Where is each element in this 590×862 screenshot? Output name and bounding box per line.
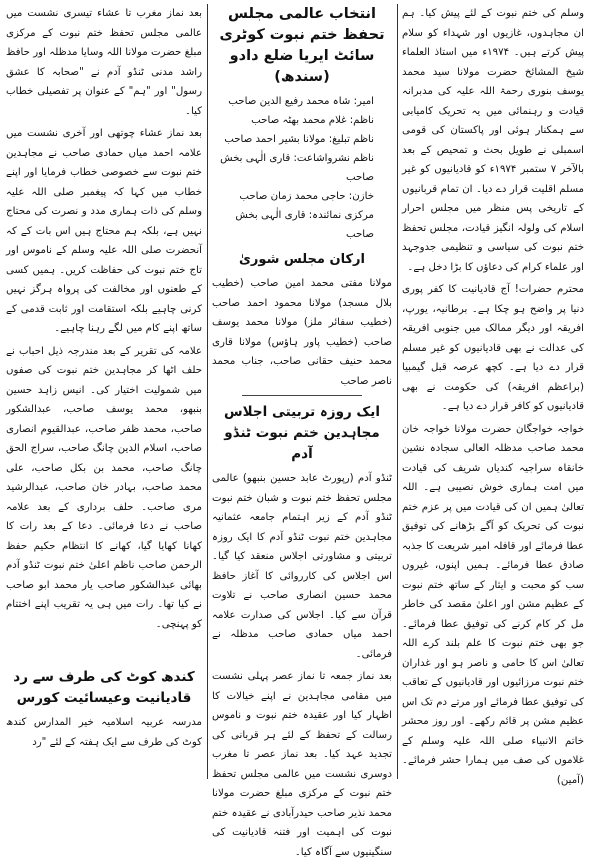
section-separator (242, 395, 362, 396)
right-column (402, 4, 584, 786)
shura-members: مولانا مفتی محمد امین صاحب (خطیب بلال مسجد) مولانا محمود احمد صاحب (خطیب سفائر ملز) مولانا محمد یوسف صاحب (خطیب پاور ہاؤس) مولانا قاری محمد حنیف حقانی صاحب، جناب محمد ناصر صاحب (212, 278, 392, 387)
officers-list (212, 92, 392, 244)
election-heading: انتخاب عالمی مجلس تحفظ ختم نبوت کوٹری سائٹ ایریا ضلع دادو (سندھ) (219, 6, 385, 85)
article-paragraph: خواجہ خواجگان حضرت مولانا خواجہ خان محمد صاحب مدظلہ العالی سجادہ نشین خانقاہ سراجیہ کندیاں شریف کی قیادت میں امت ہماری خوش نصیبی ہے۔ اللہ تعالیٰ ہمیں ان کی قیادت میں پر عزم ختم نبوت کی تحریک کو آگے بڑھانے کی توفیق عطا فرمائے اور قافلہ امیر شریعت کا جذبہ صادق عطا فرمائے۔ ہمیں اپنوں، غیروں سب کو محبت و ایثار کے ساتھ ختم نبوت کے عظیم مشن اور اعلیٰ مقصد کی خاطر مل کر کام کرنے کی توفیق عطا فرمائے۔ جو بھی ختم نبوت کا علم بلند کرے اللہ تعالیٰ اس کا حامی و ناصر ہو اور غداران ختم نبوت مرزائیوں اور قادیانیوں کے تعاقب کی توفیق عطا فرمائے اور مرتے دم تک اس عظیم مشن پر قائم رکھے۔ اور روز محشر خاتم الانبیاء صلی اللہ علیہ وسلم کے غلاموں کی صف میں ہمارا حشر فرمائے۔ (آمین) (402, 423, 584, 786)
article-paragraph: علامہ کی تقریر کے بعد مندرجہ ذیل احباب نے حلف اٹھا کر مجاہدین ختم نبوت کی صفوں میں شمولیت اختیار کی۔ انیس زاہد حسین بنبھو، محمد یوسف صاحب، عبدالشکور صاحب، محمد ظفر صاحب، عبدالقیوم انصاری صاحب، اسلام الدین چانگ صاحب، سراج الحق چانگ صاحب، محمد بن بکل صاحب، علی محمد صاحب، بہادر خان صاحب، عبدالرشید مری صاحب۔ حلف برداری کے بعد علامہ صاحب نے دعا فرمائی۔ دعا کے بعد رات کا کھانا کھایا گیا، کھانے کا انتظام حکیم حفظ الرحمن صاحب ناظم اعلیٰ ختم نبوت ٹنڈو آدم بھائی عبدالشکور صاحب یار محمد ابو صاحب نے کیا تھا۔ رات میں ہی یہ تقریب اپنے اختتام کو پہنچی۔ (6, 345, 202, 630)
course-paragraph: مدرسہ عربیہ اسلامیہ خیر المدارس کندھ کوٹ کی طرف سے ایک ہفتہ کے لئے "رد (6, 717, 202, 748)
shura-heading: ارکان مجلس شوریٰ (239, 252, 365, 267)
course-heading: کندھ کوٹ کی طرف سے رد قادیانیت وعیسائیت کورس (13, 669, 195, 706)
article-paragraph: بعد نماز مغرب تا عشاء تیسری نشست میں عالمی مجلس تحفظ ختم نبوت کے مرکزی مبلغ حضرت مولانا اللہ وسایا مدظلہ اور حافظ راشد مدنی ٹنڈو آدم نے "صحابہ کا عشق رسول" اور "ہم" کے عنوان پر تفصیلی خطاب کیا۔ (6, 8, 202, 117)
officer-item: امیر: شاہ محمد رفیع الدین صاحب (228, 96, 374, 107)
spacer (6, 637, 202, 667)
officer-item: ناظم نشرواشاعت: قاری الٰہی بخش صاحب (220, 153, 374, 183)
officer-item: ناظم تبلیغ: مولانا بشیر احمد صاحب (224, 134, 374, 145)
left-column (6, 4, 202, 779)
ijlas-heading: ایک روزہ تربیتی اجلاس مجاہدین ختم نبوت ٹنڈو آدم (224, 404, 380, 462)
middle-column (212, 4, 392, 858)
article-paragraph: بعد نماز جمعہ تا نماز عصر پہلی نشست میں مقامی مجاہدین نے اپنے خیالات کا اظہار کیا اور عقیدہ ختم نبوت و ناموس رسالت کے تحفظ کے لئے ہر قربانی کی تجدید عہد کیا۔ بعد نماز عصر تا مغرب دوسری نشست میں عالمی مجلس تحفظ ختم نبوت کے مرکزی مبلغ حضرت مولانا محمد نذیر صاحب حیدرآبادی نے عقیدہ ختم نبوت کی اہمیت اور فتنہ قادیانیت کی سنگینیوں سے آگاہ کیا۔ (212, 671, 392, 858)
article-paragraph: بعد نماز عشاء چوتھی اور آخری نشست میں علامہ احمد میاں حمادی صاحب نے مجاہدین ختم نبوت سے خصوصی خطاب فرمایا اور اپنے خطاب میں کہا کہ پیغمبر صلی اللہ علیہ وسلم کی ذات ہماری مدد و نصرت کی محتاج نہیں ہے، بلکہ ہم محتاج ہیں اس بات کے کہ آنحضرت صلی اللہ علیہ وسلم کے ناموس اور تاج ختم نبوت کی حفاظت کریں۔ ہمیں کسی کے طعنوں اور مخالفت کی پرواہ ہرگز نہیں کرنی چاہیے بلکہ استقامت اور ثابت قدمی کے ساتھ اپنے کام میں لگے رہنا چاہیے۔ (6, 128, 202, 334)
officer-item: مرکزی نمائندہ: قاری الٰہی بخش صاحب (235, 210, 374, 240)
column-divider (397, 4, 398, 779)
article-paragraph: وسلم کی ختم نبوت کے لئے پیش کیا۔ ہم ان مجاہدوں، غازیوں اور شہداء کو سلام پیش کرتے ہیں۔ ۱۹۷۴ء میں استاذ العلماء شیخ المشائخ حضرت مولانا سید محمد یوسف بنوری رحمۃ اللہ علیہ کی مدبرانہ قیادت و رہنمائی میں یہ تحریک کامیابی سے ہمکنار ہوئی اور پاکستان کی قومی اسمبلی نے طویل بحث و تمحیص کے بعد بالآخر ۷ ستمبر ۱۹۷۴ء کو قادیانیوں کو غیر مسلم اقلیت قرار دے دیا۔ ان تمام قربانیوں کے تاریخی پس منظر میں مجلس احرار اسلام کی ولولہ انگیز قیادت، مجلس تحفظ ختم نبوت کی سیاسی و تنظیمی جدوجہد اور علماء کرام کی دعاؤں کا بڑا دخل ہے۔ (402, 8, 584, 273)
officer-item: ناظم: غلام محمد بھٹہ صاحب (251, 115, 374, 126)
officer-item: خازن: حاجی محمد زمان صاحب (239, 191, 374, 202)
column-divider (207, 4, 208, 779)
article-paragraph: ٹنڈو آدم (رپورٹ عابد حسین بنبھو) عالمی مجلس تحفظ ختم نبوت و شبان ختم نبوت ٹنڈو آدم کے زیر اہتمام جامعہ عثمانیہ مجاہدین ختم نبوت ٹنڈو آدم کا ایک روزہ تربیتی و مشاورتی اجلاس منعقد کیا گیا۔ اس اجلاس کی کارروائی کا آغاز حافظ محمد حسین انصاری صاحب نے تلاوت قرآن سے کیا۔ اجلاس کی صدارت علامہ احمد میاں حمادی صاحب مدظلہ نے فرمائی۔ (212, 473, 392, 660)
article-paragraph: محترم حضرات! آج قادیانیت کا کفر پوری دنیا پر واضح ہو چکا ہے۔ برطانیہ، یورپ، افریقہ اور دیگر ممالک میں جنوبی افریقہ کی عدالت نے بھی قادیانیوں کو غیر مسلم قرار دے دیا ہے۔ کچھ عرصہ قبل گیمبیا (براعظم افریقہ) کی حکومت نے بھی قادیانیوں کو کافر قرار دے دیا ہے۔ (402, 284, 584, 412)
